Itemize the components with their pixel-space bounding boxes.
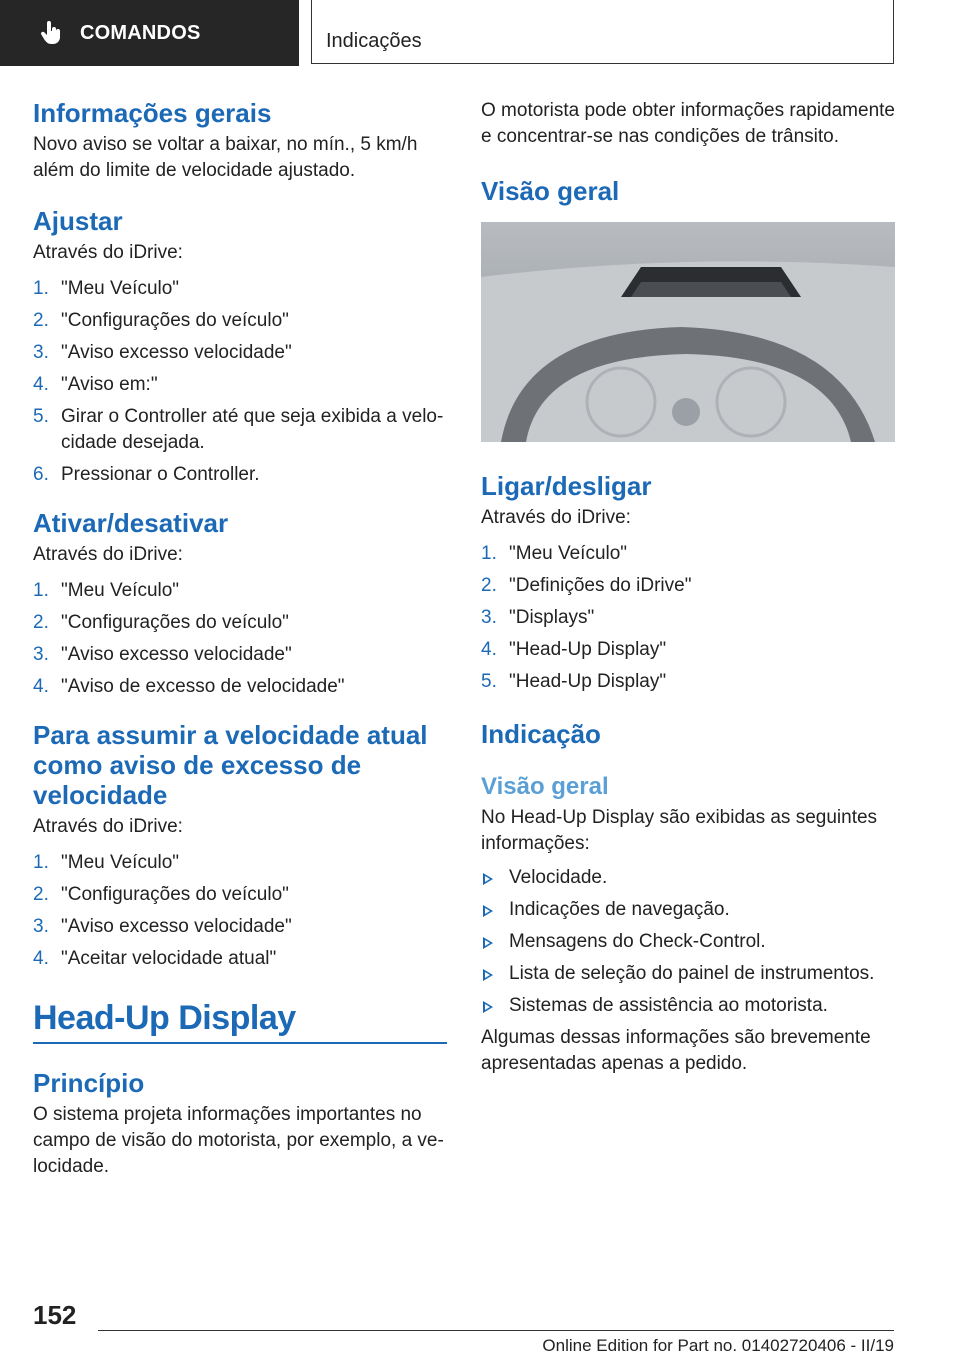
closing-text: Algumas dessas informações são brevemente apresentadas apenas a pedido. [481,1027,871,1074]
list-item: 4. "Aceitar velocidade atual" [33,948,277,969]
triangle-bullet-icon [483,969,493,981]
list-item: Mensagens do Check-Control. [481,929,895,955]
ligar-intro: Através do iDrive: [481,507,631,528]
list-item: 1. "Meu Veículo" [33,278,180,299]
list-item: 5. Girar o Controller até que seja exibida a velocidade desejada. [33,406,444,453]
list-item: 3. "Aviso excesso velocidade" [33,644,292,665]
list-item: 5. "Head-Up Display" [481,671,667,692]
ajustar-steps [33,276,447,488]
info-text: Novo aviso se voltar a baixar, no mín., 5 km/h além do limite de velocidade ajustado. [33,134,418,181]
section-tab [0,0,299,66]
list-item: 2. "Configurações do veículo" [33,612,289,633]
indicacao-heading: Indicação [481,719,601,749]
edition-text: Online Edition for Part no. 01402720406 - II/19 [542,1336,894,1355]
visao-geral-text: No Head-Up Display são exibidas as seguintes informações: [481,807,878,854]
triangle-bullet-icon [483,1001,493,1013]
list-item: 2. "Configurações do veículo" [33,310,289,331]
list-item: 1. "Meu Veículo" [481,543,628,564]
list-item: 1. "Meu Veículo" [33,580,180,601]
ajustar-heading: Ajustar [33,206,123,236]
left-column [33,98,447,1180]
list-item: Sistemas de assistência ao motorista. [481,993,895,1019]
principio-heading: Princípio [33,1068,145,1098]
right-column [481,98,895,1077]
triangle-bullet-icon [483,937,493,949]
ativar-heading: Ativar/desativar [33,508,229,538]
visao-heading: Visão geral [481,176,620,206]
hand-pointer-icon [40,21,62,45]
ligar-heading: Ligar/desligar [481,471,652,501]
list-item: 2. "Configurações do veículo" [33,884,289,905]
page-header [0,0,960,66]
list-item: 4. "Aviso em:" [33,374,158,395]
ligar-steps [481,541,895,695]
list-item: Indicações de navegação. [481,897,895,923]
assumir-heading: Para assumir a velocidade atual como aviso de excesso de velocidade [33,720,428,810]
intro-text: O motorista pode obter informações rapidamente e concentrar-se nas condições de trânsito. [481,100,895,147]
list-item: 3. "Aviso excesso velocidade" [33,916,292,937]
list-item: 4. "Head-Up Display" [481,639,667,660]
page-tab-label: Indicações [326,30,422,52]
footer-rule [98,1330,894,1331]
info-bullets [481,865,895,1019]
list-item: Velocidade. [481,865,895,891]
principio-text: O sistema projeta informações importantes no campo de visão do motorista, por exemplo, a velocidade. [33,1104,444,1177]
hud-heading: Head-Up Display [33,999,296,1037]
list-item: 3. "Aviso excesso velocidade" [33,342,292,363]
triangle-bullet-icon [483,905,493,917]
section-tab-label: COMANDOS [80,21,201,44]
ativar-intro: Através do iDrive: [33,544,183,565]
head-up-display-dashboard-image [481,222,895,442]
list-item: Lista de seleção do painel de instrumentos. [481,961,895,987]
list-item: 1. "Meu Veículo" [33,852,180,873]
list-item: 2. "Definições do iDrive" [481,575,692,596]
ajustar-intro: Através do iDrive: [33,242,183,263]
page-number: 152 [33,1300,77,1330]
ativar-steps [33,578,447,700]
page-tab [311,0,894,64]
list-item: 4. "Aviso de excesso de velocidade" [33,676,345,697]
assumir-intro: Através do iDrive: [33,816,183,837]
assumir-steps [33,850,447,972]
info-heading: Informações gerais [33,98,272,128]
visao-geral-subheading: Visão geral [481,773,609,800]
triangle-bullet-icon [483,873,493,885]
list-item: 3. "Displays" [481,607,595,628]
list-item: 6. Pressionar o Controller. [33,464,260,485]
